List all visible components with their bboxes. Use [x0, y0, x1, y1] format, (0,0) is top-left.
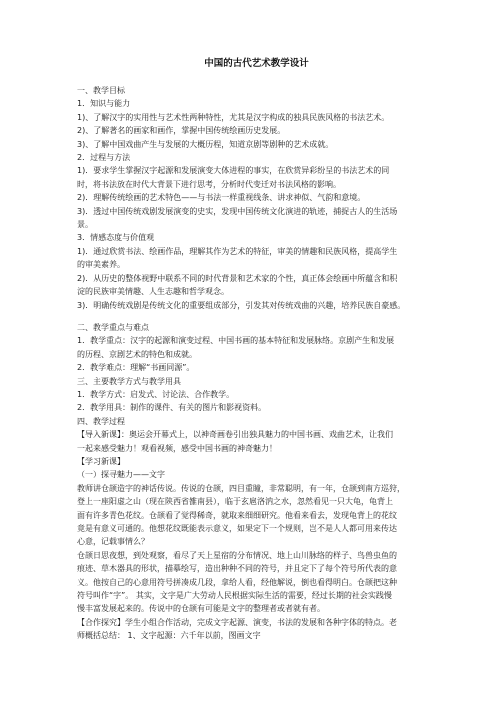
text-line: 2．教学难点：理解“书画同源”。: [77, 363, 195, 373]
text-line: 2)．从历史的整体视野中联系不同的时代背景和艺术家的个性，真正体会绘画中所蕴含和积: [77, 273, 398, 283]
text-line: 【合作探究】学生小组合作活动，完成文字起源、演变，书法的发展和各种字体的特点。老: [77, 617, 397, 627]
text-line: 1)．通过欣赏书法、绘画作品，理解其作为艺术的特征，审美的情趣和民族风格，提高学生: [77, 246, 398, 256]
text-line: 3．情感态度与价值观: [77, 233, 155, 243]
text-line: 心意，记载事情么？: [77, 537, 149, 547]
text-line: 2．过程与方法: [77, 153, 131, 163]
text-line: 四、教学过程: [77, 416, 125, 426]
text-line: 景。: [77, 220, 93, 230]
text-line: 慢丰富发展起来的。传说中的仓颉有可能是文字的整理者或者就有者。: [77, 604, 325, 614]
text-line: 1．教学重点：汉字的起源和演变过程、中国书画的基本特征和发展脉络。京剧产生和发展: [77, 336, 395, 346]
paragraph-gap: [77, 312, 436, 321]
text-line: 师概括总结： 1、文字起源：六千年以前，图画文字: [77, 631, 261, 641]
text-line: 2)．理解传统绘画的艺术特色——与书法一样重视线条、讲求神似、气韵和意境。: [77, 193, 366, 203]
document-body: [77, 84, 436, 643]
text-line: 2)、了解著名的画家和画作，掌握中国传统绘画历史发展。: [77, 126, 286, 136]
text-line: 登上一座阳虚之山（现在陕西省雒南县），临于玄扈洛汭之水，忽然看见一只大龟，龟背上: [77, 497, 393, 507]
text-line: 1)．要求学生掌握汉字起源和发展演变大体进程的事实，在欣赏异彩纷呈的书法艺术的同: [77, 166, 390, 176]
text-line: 淀的民族审美情趣、人生志趣和哲学观念。: [77, 287, 229, 297]
text-line: 三、主要教学方式与教学用具: [77, 376, 181, 386]
text-line: 仓颉日思夜想，到处观察，看尽了天上星宿的分布情况、地上山川脉络的样子、鸟兽虫鱼的: [77, 550, 397, 560]
text-line: 的审美素养。: [77, 260, 125, 270]
document-title: 中国的古代艺术教学设计: [204, 58, 309, 69]
text-line: 3)．透过中国传统戏剧发展演变的史实，发现中国传统文化演进的轨迹，捕捉古人的生活场: [77, 206, 398, 216]
text-line: （一）探寻魅力——文字: [77, 470, 165, 480]
text-line: 教师讲仓颉造字的神话传说。传说的仓颉，四目重瞳，非常聪明，有一年，仓颉到南方巡狩，: [77, 483, 405, 493]
text-line: 符号叫作“字”。 其实，文字是广大劳动人民根据实际生活的需要，经过长期的社会实践慢: [77, 591, 392, 601]
text-line: 痕迹、草木器具的形状，描摹绘写，造出种种不同的符号，并且定下了每个符号所代表的意: [77, 564, 397, 574]
text-line: 2．教学用具：制作的课件、有关的图片和影视资料。: [77, 403, 267, 413]
text-line: 【导入新课】：奥运会开幕式上，以神奇画卷引出独具魅力的中国书画、戏曲艺术，让我们: [77, 430, 393, 440]
text-line: 义。他按自己的心意用符号拼凑成几段，拿给人看，经他解说，倒也看得明白。仓颉把这种: [77, 577, 397, 587]
text-line: 时，将书法放在时代大背景下进行思考，分析时代变迁对书法风格的影响。: [77, 179, 341, 189]
text-line: 【学习新课】: [77, 456, 125, 466]
text-line: 1)、了解汉字的实用性与艺术性两种特性，尤其是汉字构成的独具民族风格的书法艺术。: [77, 112, 390, 122]
text-line: 一起来感受魅力！观看视频，感受中国书画的神奇魅力！: [77, 443, 277, 453]
text-line: 一、教学目标: [77, 86, 125, 95]
text-line: 3)．明确传统戏剧是传统文化的重要组成部分，引发其对传统戏曲的兴趣，培养民族自豪感。: [77, 300, 406, 310]
text-line: 1．知识与能力: [77, 99, 131, 109]
text-line: 面有许多青色花纹。仓颉看了觉得稀奇，就取来细细研究。他看来看去，发现龟背上的花纹: [77, 510, 397, 520]
text-line: 二、教学重点与难点: [77, 322, 149, 332]
text-line: 3)、了解中国戏曲产生与发展的大概历程，知道京剧等剧种的艺术成就。: [77, 139, 334, 149]
text-line: 1．教学方式：启发式、讨论法、合作教学。: [77, 389, 235, 399]
text-line: 竟是有意义可通的。他想花纹既能表示意义，如果定下一个规则，岂不是人人都可用来传达: [77, 524, 397, 533]
text-line: 的历程、京剧艺术的特色和成就。: [77, 349, 197, 359]
